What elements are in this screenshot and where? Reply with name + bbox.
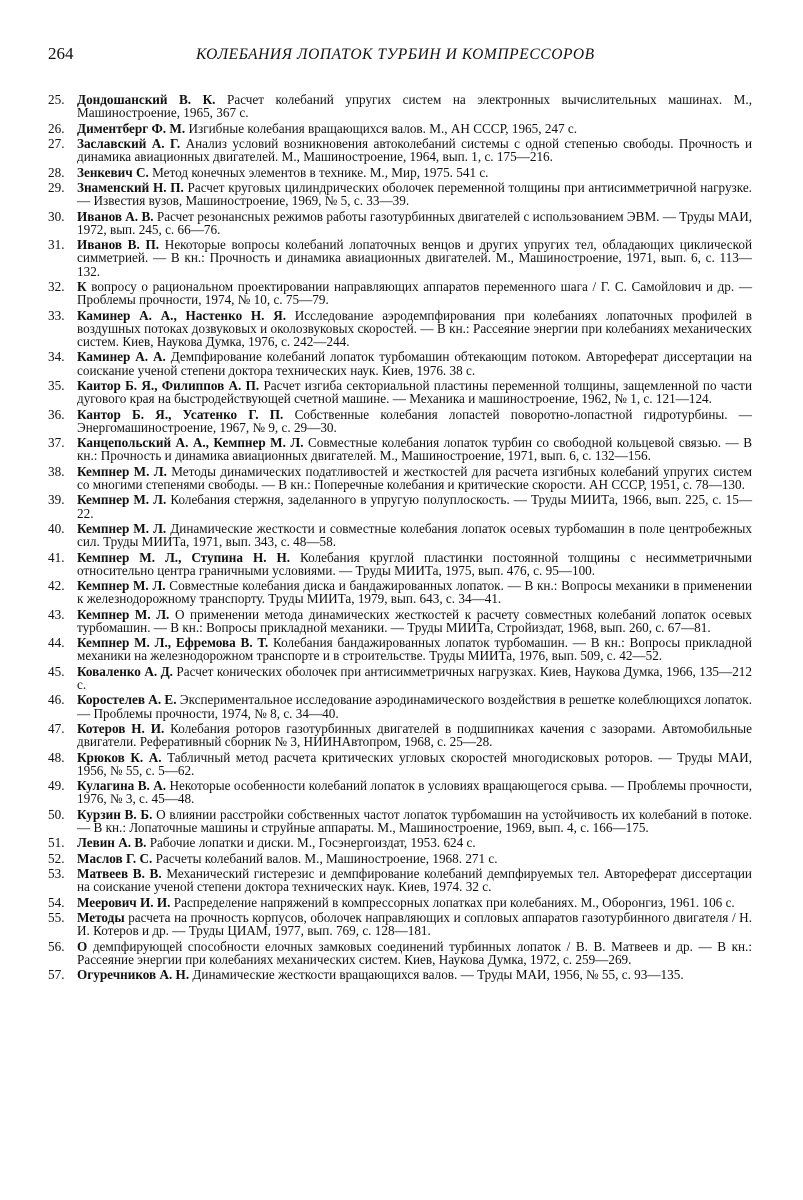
- reference-item: [48, 166, 752, 179]
- reference-authors: Кемпнер М. Л., Ступина Н. Н.: [77, 549, 291, 565]
- reference-text: Табличный метод расчета критических угловых скоростей многодисковых роторов. — Труды МАИ, 1956, № 55, с. 5—62.: [77, 749, 752, 778]
- reference-text: Расчеты колебаний валов. М., Машиностроение, 1968. 271 с.: [155, 850, 498, 866]
- reference-number: 34.: [48, 349, 65, 365]
- reference-text: Изгибные колебания вращающихся валов. М., АН СССР, 1965, 247 с.: [188, 120, 578, 136]
- reference-authors: Каитор Б. Я., Филиппов А. П.: [77, 377, 260, 393]
- reference-number: 41.: [48, 549, 65, 565]
- reference-item: [48, 551, 752, 577]
- reference-item: [48, 210, 752, 236]
- reference-number: 51.: [48, 835, 65, 851]
- reference-text: Колебания круглой пластинки постоянной толщины с несимметричными относительно центра граничными условиями. — Труды МИИТа, 1975, вып. 476, с. 95—100.: [77, 549, 752, 578]
- reference-item: [48, 181, 752, 207]
- reference-number: 50.: [48, 806, 65, 822]
- reference-number: 28.: [48, 164, 65, 180]
- reference-item: [48, 93, 752, 119]
- reference-authors: Зенкевич С.: [77, 164, 149, 180]
- reference-authors: Канцепольский А. А., Кемпнер М. Л.: [77, 435, 304, 451]
- reference-authors: Знаменский Н. П.: [77, 179, 184, 195]
- reference-authors: Кемпнер М. Л.: [77, 606, 170, 622]
- reference-item: [48, 379, 752, 405]
- reference-item: [48, 465, 752, 491]
- reference-authors: Коваленко А. Д.: [77, 663, 173, 679]
- reference-authors: Кемпнер М. Л.: [77, 463, 167, 479]
- reference-number: 32.: [48, 278, 65, 294]
- reference-text: Расчет изгиба секториальной пластины переменной толщины, защемленной по части дугового края на быстродействующей счетной машине. — Механика и машиностроение, 1962, № 1, с. 121—124.: [77, 377, 753, 407]
- reference-text: Некоторые вопросы колебаний лопаточных венцов и других упругих тел, обладающих циклической симметрией. — В кн.: Прочность и динамика авиационных двигателей. М., Машиностроение, 1971, вып. 6, с. 113—132.: [77, 237, 753, 279]
- reference-authors: Огуречников А. Н.: [77, 967, 190, 983]
- reference-authors: К: [77, 278, 87, 294]
- reference-authors: Меерович И. И.: [77, 894, 171, 910]
- reference-authors: Кемпнер М. Л.: [77, 578, 166, 594]
- reference-authors: Кулагина В. А.: [77, 778, 167, 794]
- reference-text: Динамические жесткости и совместные колебания лопаток осевых турбомашин в поле центробежных сил. Труды МИИТа, 1971, вып. 343, с. 48—58.: [77, 520, 753, 550]
- reference-item: [48, 867, 752, 893]
- reference-text: Демпфирование колебаний лопаток турбомашин обтекающим потоком. Автореферат диссертации на соискание ученой степени доктора технических наук. Киев, 1976. 38 с.: [77, 349, 753, 378]
- reference-authors: Заславский А. Г.: [77, 135, 181, 151]
- reference-number: 25.: [48, 92, 65, 107]
- reference-authors: Курзин В. Б.: [77, 806, 153, 822]
- reference-item: [48, 940, 752, 966]
- reference-authors: Коростелев А. Е.: [77, 692, 177, 708]
- reference-item: [48, 911, 752, 937]
- reference-item: [48, 852, 752, 865]
- reference-text: Методы динамических податливостей и жесткостей для расчета изгибных колебаний упругих систем со многими степенями свободы. — В кн.: Поперечные колебания и критические скорости. АН СССР, 1951, с. 78—130.: [77, 463, 752, 492]
- reference-item: [48, 608, 752, 634]
- reference-number: 48.: [48, 749, 65, 765]
- reference-authors: Каминер А. А.: [77, 349, 166, 365]
- reference-number: 30.: [48, 208, 65, 224]
- reference-list: [48, 93, 752, 984]
- reference-authors: Левин А. В.: [77, 835, 147, 851]
- reference-item: [48, 522, 752, 548]
- reference-item: [48, 350, 752, 376]
- reference-item: [48, 693, 752, 719]
- reference-item: [48, 238, 752, 278]
- reference-text: Распределение напряжений в компрессорных лопатках при колебаниях. М., Оборонгиз, 1961. 106 с.: [173, 894, 735, 910]
- page-number: 264: [48, 44, 74, 63]
- reference-text: Рабочие лопатки и диски. М., Госэнергоиздат, 1953. 624 с.: [149, 835, 476, 851]
- reference-text: расчета на прочность корпусов, оболочек направляющих и сопловых аппаратов газотурбинного двигателя / Н. И. Котеров и др. — Труды ЦИАМ, 1977, вып. 769, с. 128—181.: [77, 910, 752, 939]
- reference-number: 42.: [48, 578, 65, 594]
- reference-text: Метод конечных элементов в технике. М., Мир, 1975. 541 с.: [152, 164, 489, 180]
- reference-item: [48, 968, 752, 981]
- reference-authors: Маслов Г. С.: [77, 850, 153, 866]
- reference-item: [48, 722, 752, 748]
- reference-text: Исследование аэродемпфирования при колебаниях лопаточных профилей в воздушных потоках дозвуковых и околозвуковых скоростей. — В кн.: Рассеяние энергии при колебаниях механических систем. Киев, Наукова Думка, 1976, с. 242—244.: [77, 307, 752, 349]
- reference-authors: Котеров Н. И.: [77, 721, 165, 737]
- reference-item: [48, 137, 752, 163]
- reference-number: 45.: [48, 663, 65, 679]
- reference-item: [48, 280, 752, 306]
- reference-authors: Кемпнер М. Л.: [77, 492, 167, 508]
- reference-item: [48, 808, 752, 834]
- reference-number: 52.: [48, 850, 65, 866]
- reference-item: [48, 436, 752, 462]
- reference-number: 53.: [48, 866, 65, 882]
- reference-number: 39.: [48, 492, 65, 508]
- reference-authors: Дондошанский В. К.: [77, 92, 216, 107]
- page-header: [48, 44, 758, 72]
- reference-text: Совместные колебания лопаток турбин со свободной кольцевой связью. — В кн.: Прочность и динамика авиационных двигателей. М., Машиностроение, 1971, вып. 6, с. 132—156.: [77, 435, 753, 464]
- reference-number: 44.: [48, 635, 65, 651]
- reference-item: [48, 836, 752, 849]
- reference-number: 47.: [48, 721, 65, 737]
- reference-text: Колебания бандажированных лопаток турбомашин. — В кн.: Вопросы прикладной механики на железнодорожном транспорте и в строительстве. Труды МИИТа, 1976, вып. 509, с. 42—52.: [77, 635, 752, 664]
- reference-text: Расчет колебаний упругих систем на электронных вычислительных машинах. М., Машиностроение, 1965, 367 с.: [77, 92, 752, 121]
- reference-authors: Кемпнер М. Л., Ефремова В. Т.: [77, 635, 269, 651]
- reference-authors: Крюков К. А.: [77, 749, 162, 765]
- reference-text: Анализ условий возникновения автоколебаний системы с одной степенью свободы. Прочность и динамика авиационных двигателей. М., Машиностроение, 1964, вып. 1, с. 175—216.: [77, 135, 753, 165]
- reference-authors: Иванов А. В.: [77, 208, 154, 224]
- reference-number: 49.: [48, 778, 65, 794]
- reference-authors: Каминер А. А., Настенко Н. Я.: [77, 307, 287, 323]
- reference-text: Динамические жесткости вращающихся валов. — Труды МАИ, 1956, № 55, с. 93—135.: [192, 967, 684, 983]
- reference-number: 37.: [48, 435, 65, 451]
- reference-authors: Методы: [77, 910, 125, 926]
- reference-number: 29.: [48, 179, 65, 195]
- reference-text: Расчет конических оболочек при антисимметричных нагрузках. Киев, Наукова Думка, 1966, 135—212 с.: [77, 663, 752, 693]
- reference-text: Экспериментальное исследование аэродинамического воздействия в решетке колеблющихся лопаток. — Проблемы прочности, 1974, № 8, с. 34—40.: [77, 692, 752, 721]
- reference-text: Колебания стержня, заделанного в упругую полуплоскость. — Труды МИИТа, 1966, вып. 225, с. 15—22.: [77, 492, 753, 521]
- reference-number: 27.: [48, 135, 65, 151]
- reference-item: [48, 636, 752, 662]
- reference-item: [48, 122, 752, 135]
- reference-number: 26.: [48, 120, 65, 136]
- reference-authors: Кемпнер М. Л.: [77, 520, 167, 536]
- reference-text: демпфирующей способности елочных замковых соединений турбинных лопаток / В. В. Матвеев и др. — В кн.: Рассеяние энергии при колебаниях механических систем. Киев, Наукова Думка, 1972, с. 259—269.: [77, 938, 752, 967]
- reference-number: 33.: [48, 307, 65, 323]
- reference-text: Некоторые особенности колебаний лопаток в условиях вращающегося срыва. — Проблемы прочности, 1976, № 3, с. 45—48.: [77, 778, 752, 807]
- reference-item: [48, 579, 752, 605]
- reference-item: [48, 751, 752, 777]
- reference-number: 38.: [48, 463, 65, 479]
- reference-number: 35.: [48, 377, 65, 393]
- reference-authors: Иванов В. П.: [77, 237, 160, 253]
- reference-authors: Матвеев В. В.: [77, 866, 162, 882]
- reference-text: Расчет круговых цилиндрических оболочек переменной толщины при антисимметричной нагрузке. — Известия вузов, Машиностроение, 1969, № 5, с. 33—39.: [77, 179, 752, 209]
- running-title: КОЛЕБАНИЯ ЛОПАТОК ТУРБИН И КОМПРЕССОРОВ: [196, 46, 595, 63]
- reference-item: [48, 665, 752, 691]
- reference-text: Расчет резонансных режимов работы газотурбинных двигателей с использованием ЭВМ. — Труды МАИ, 1972, вып. 245, с. 66—76.: [77, 208, 753, 237]
- reference-text: Колебания роторов газотурбинных двигателей в подшипниках качения с зазорами. Автомобильные двигатели. Реферативный сборник № 3, НИИНАвтопром, 1968, с. 25—28.: [77, 721, 753, 750]
- reference-number: 31.: [48, 237, 65, 253]
- reference-item: [48, 779, 752, 805]
- reference-number: 54.: [48, 894, 65, 910]
- reference-item: [48, 896, 752, 909]
- reference-number: 46.: [48, 692, 65, 708]
- reference-number: 43.: [48, 606, 65, 622]
- reference-text: Механический гистерезис и демпфирование колебаний демпфируемых тел. Автореферат диссертации на соискание ученой степени доктора технических наук. Киев, 1974. 32 с.: [77, 866, 752, 895]
- reference-item: [48, 309, 752, 349]
- reference-number: 36.: [48, 406, 65, 422]
- reference-item: [48, 493, 752, 519]
- reference-text: Собственные колебания лопастей поворотно-лопастной гидротурбины. — Энергомашиностроение, 1967, № 9, с. 29—30.: [77, 406, 752, 435]
- reference-number: 55.: [48, 910, 65, 926]
- reference-text: вопросу о рациональном проектировании направляющих аппаратов переменного шага / Г. С. Самойлович и др. — Проблемы прочности, 1974, № 10, с. 75—79.: [77, 278, 753, 308]
- reference-text: О влиянии расстройки собственных частот лопаток турбомашин на устойчивость их колебаний в потоке. — В кн.: Лопаточные машины и струйные аппараты. М., Машиностроение, 1969, вып. 4, с. 166—175.: [77, 806, 752, 836]
- reference-number: 40.: [48, 520, 65, 536]
- reference-text: О применении метода динамических жесткостей к расчету совместных колебаний лопаток осевых турбомашин. — В кн.: Вопросы прикладной механики. — Труды МИИТа, Стройиздат, 1968, вып. 260, с. 67—81.: [77, 606, 753, 635]
- reference-number: 57.: [48, 967, 65, 983]
- reference-number: 56.: [48, 938, 65, 954]
- reference-authors: О: [77, 938, 88, 954]
- reference-authors: Кантор Б. Я., Усатенко Г. П.: [77, 406, 284, 422]
- reference-item: [48, 408, 752, 434]
- reference-authors: Диментберг Ф. М.: [77, 120, 186, 136]
- reference-text: Совместные колебания диска и бандажированных лопаток. — В кн.: Вопросы механики в применении к железнодорожному транспорту. Труды МИИТа, 1979, вып. 643, с. 34—41.: [77, 578, 753, 607]
